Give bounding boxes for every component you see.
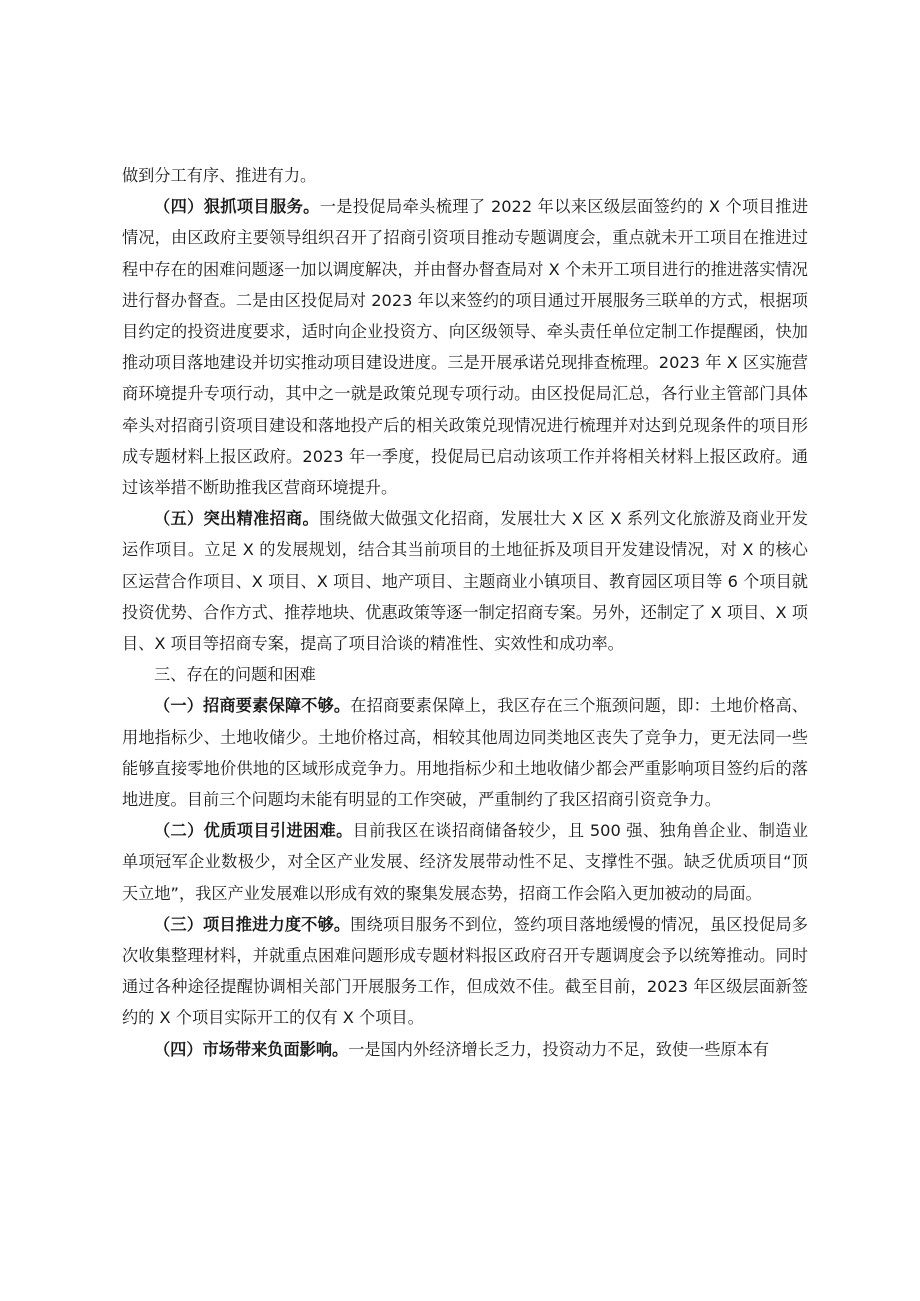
section-heading-problems: 三、存在的问题和困难: [154, 665, 316, 685]
problem1-paragraph: [122, 690, 808, 815]
problem2-title: （二）优质项目引进困难。: [154, 821, 353, 841]
problem2-text: 目前我区在谈招商储备较少，且 500 强、独角兽企业、制造业单项冠军企业数极少，对全区产业发展、经济发展带动性不足、支撑性不强。缺乏优质项目“顶天立地”，我区产业发展难以形成有效的聚集发展态势，招商工作会陷入更加被动的局面。: [122, 821, 809, 903]
continuation-paragraph: 做到分工有序、推进有力。: [122, 166, 317, 185]
problem4-title: （四）市场带来负面影响。: [154, 1039, 349, 1059]
problem1-text: 在招商要素保障上，我区存在三个瓶颈问题，即：土地价格高、用地指标少、土地收储少。土地价格过高，相较其他周边同类地区丧失了竞争力，更无法同一些能够直接零地价供地的区域形成竞争力。用地指标少和土地收储少都会严重影响项目签约后的落地进度。目前三个问题均未能有明显的工作突破，严重制约了我区招商引资竞争力。: [122, 696, 808, 810]
problem3-title: （三）项目推进力度不够。: [154, 914, 351, 934]
section4-text: 一是投促局牵头梳理了 2022 年以来区级层面签约的 X 个项目推进情况，由区政府主要领导组织召开了招商引资项目推动专题调度会，重点就未开工项目在推进过程中存在的困难问题逐一加以调度解决，并由督办督查局对 X 个未开工项目进行的推进落实情况进行督办督查。二是由区投促局对 2023 年以来签约的项目通过开展服务三联单的方式，根据项目约定的投资进度要求，适时向企业投资方、向区级领导、牵头责任单位定制工作提醒函，快加推动项目落地建设并切实推动项目建设进度。三是开展承诺兑现排查梳理。2023 年 X 区实施营商环境提升专项行动，其中之一就是政策兑现专项行动。由区投促局汇总，各行业主管部门具体牵头对招商引资项目建设和落地投产后的相关政策兑现情况进行梳理并对达到兑现条件的项目形成专题材料上报区政府。2023 年一季度，投促局已启动该项工作并将相关材料上报区政府。通过该举措不断助推我区营商环境提升。: [122, 197, 809, 498]
problem1-title: （一）招商要素保障不够。: [154, 696, 351, 716]
document-page: [122, 160, 808, 1065]
section5-text: 围绕做大做强文化招商，发展壮大 X 区 X 系列文化旅游及商业开发运作项目。立足 X 的发展规划，结合其当前项目的土地征拆及项目开发建设情况，对 X 的核心区运营合作项目、X 项目、X 项目、地产项目、主题商业小镇项目、教育园区项目等 6 个项目就投资优势、合作方式、推荐地块、优惠政策等逐一制定招商专案。另外，还制定了 X 项目、X 项目、X 项目等招商专案，提高了项目洽谈的精准性、实效性和成功率。: [122, 509, 808, 654]
problem4-paragraph: [122, 1034, 808, 1065]
problem2-paragraph: [122, 815, 808, 909]
section4-title: （四）狠抓项目服务。: [154, 197, 320, 217]
section5-paragraph: [122, 503, 808, 659]
section4-paragraph: [122, 191, 808, 503]
section5-title: （五）突出精准招商。: [154, 509, 319, 529]
problem4-text: 一是国内外经济增长乏力，投资动力不足，致使一些原本有: [348, 1039, 770, 1059]
problem3-paragraph: [122, 909, 808, 1034]
problem3-text: 围绕项目服务不到位，签约项目落地缓慢的情况，虽区投促局多次收集整理材料，并就重点困难问题形成专题材料报区政府召开专题调度会予以统筹推动。同时通过各种途径提醒协调相关部门开展服务工作，但成效不佳。截至目前，2023 年区级层面新签约的 X 个项目实际开工的仅有 X 个项目。: [122, 914, 808, 1028]
